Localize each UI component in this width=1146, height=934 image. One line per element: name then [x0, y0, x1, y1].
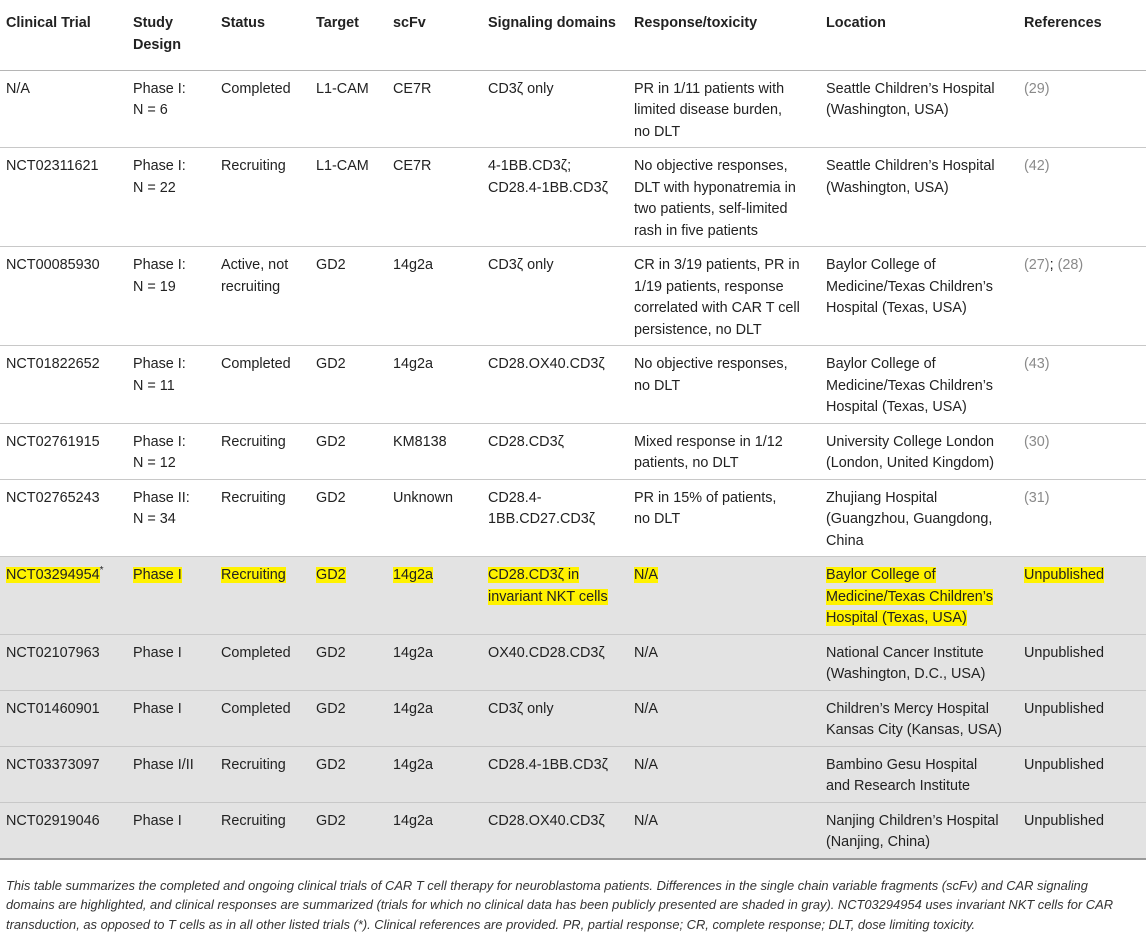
cell-location — [820, 479, 1018, 557]
cell-text-line: Phase I — [133, 645, 182, 661]
cell-response-toxicity — [628, 479, 820, 557]
cell-references — [1018, 690, 1146, 746]
cell-text-line: Completed — [221, 645, 291, 661]
cell-text: KM8138 — [393, 434, 447, 450]
cell-study-design — [127, 247, 215, 346]
cell-text-line: No objective responses, — [634, 158, 788, 174]
cell-text-line: N/A — [634, 567, 658, 583]
cell-response-toxicity — [628, 346, 820, 424]
cell-text-line: DLT with hyponatremia in — [634, 180, 796, 196]
cell-signaling-domains — [482, 479, 628, 557]
cell-text: GD2 — [316, 757, 346, 773]
table-row — [0, 148, 1146, 247]
cell-text-line: (Guangzhou, Guangdong, — [826, 511, 992, 527]
cell-response-toxicity — [628, 557, 820, 635]
cell-text-line: CD28.4-1BB.CD3ζ — [488, 180, 608, 196]
cell-text-line: (Nanjing, China) — [826, 834, 930, 850]
cell-study-design — [127, 70, 215, 148]
cell-signaling-domains — [482, 802, 628, 859]
cell-clinical-trial — [0, 634, 127, 690]
cell-clinical-trial — [0, 148, 127, 247]
cell-signaling-domains — [482, 690, 628, 746]
cell-references — [1018, 557, 1146, 635]
cell-text-line: CD28.CD3ζ in — [488, 567, 579, 583]
table-row — [0, 634, 1146, 690]
cell-target — [310, 423, 387, 479]
cell-text: NCT02311621 — [6, 158, 99, 174]
cell-text-line: two patients, self-limited — [634, 201, 788, 217]
header-signaling-domains: Signaling domains — [482, 0, 628, 70]
cell-text-line: Hospital (Texas, USA) — [826, 610, 967, 626]
reference-link[interactable]: (28) — [1058, 257, 1084, 273]
cell-response-toxicity — [628, 690, 820, 746]
cell-study-design — [127, 557, 215, 635]
cell-text: GD2 — [316, 701, 346, 717]
reference-link[interactable]: (27) — [1024, 257, 1050, 273]
cell-text: GD2 — [316, 434, 346, 450]
cell-text-line: N/A — [634, 701, 658, 717]
cell-text-line: Baylor College of — [826, 257, 936, 273]
cell-references — [1018, 634, 1146, 690]
cell-study-design — [127, 746, 215, 802]
cell-status — [215, 634, 310, 690]
cell-clinical-trial — [0, 557, 127, 635]
cell-scfv — [387, 148, 482, 247]
cell-text: GD2 — [316, 645, 346, 661]
cell-target — [310, 247, 387, 346]
header-status: Status — [215, 0, 310, 70]
cell-text-line: Baylor College of — [826, 567, 936, 583]
cell-signaling-domains — [482, 346, 628, 424]
cell-text-line: CD3ζ only — [488, 81, 554, 97]
reference-text: Unpublished — [1024, 567, 1104, 583]
cell-text: L1-CAM — [316, 81, 369, 97]
cell-clinical-trial — [0, 346, 127, 424]
cell-text: 14g2a — [393, 645, 433, 661]
cell-signaling-domains — [482, 247, 628, 346]
cell-text: 14g2a — [393, 257, 433, 273]
cell-text: GD2 — [316, 356, 346, 372]
cell-text-line: Medicine/Texas Children’s — [826, 378, 993, 394]
cell-text-line: Phase II: — [133, 490, 190, 506]
cell-text-line: N = 12 — [133, 455, 176, 471]
cell-text-line: Completed — [221, 81, 291, 97]
cell-study-design — [127, 346, 215, 424]
cell-target — [310, 634, 387, 690]
cell-text-line: Nanjing Children’s Hospital — [826, 813, 999, 829]
cell-text: 14g2a — [393, 567, 433, 583]
cell-text-line: Phase I: — [133, 158, 186, 174]
cell-text-line: CD28.CD3ζ — [488, 434, 564, 450]
cell-target — [310, 746, 387, 802]
cell-response-toxicity — [628, 746, 820, 802]
cell-text-line: Phase I/II — [133, 757, 194, 773]
reference-link[interactable]: (43) — [1024, 356, 1050, 372]
cell-text: NCT02761915 — [6, 434, 100, 450]
table-row — [0, 346, 1146, 424]
cell-text-line: Hospital (Texas, USA) — [826, 300, 967, 316]
cell-target — [310, 479, 387, 557]
cell-text: NCT02765243 — [6, 490, 100, 506]
cell-clinical-trial — [0, 70, 127, 148]
cell-text: 14g2a — [393, 813, 433, 829]
cell-status — [215, 70, 310, 148]
cell-location — [820, 148, 1018, 247]
cell-text-line: CD28.4- — [488, 490, 542, 506]
cell-text-line: Bambino Gesu Hospital — [826, 757, 977, 773]
header-study-design: Study Design — [127, 0, 215, 70]
cell-text-line: Recruiting — [221, 490, 286, 506]
cell-signaling-domains — [482, 70, 628, 148]
cell-text-line: Phase I: — [133, 81, 186, 97]
cell-text: N/A — [6, 81, 30, 97]
reference-text: Unpublished — [1024, 757, 1104, 773]
cell-text-line: Seattle Children’s Hospital — [826, 158, 995, 174]
cell-text: L1-CAM — [316, 158, 369, 174]
cell-text-line: Phase I: — [133, 434, 186, 450]
cell-text-line: N/A — [634, 757, 658, 773]
reference-link[interactable]: (42) — [1024, 158, 1050, 174]
table-row — [0, 690, 1146, 746]
cell-signaling-domains — [482, 634, 628, 690]
cell-text-line: PR in 15% of patients, — [634, 490, 776, 506]
cell-location — [820, 247, 1018, 346]
cell-text-line: (London, United Kingdom) — [826, 455, 994, 471]
cell-location — [820, 557, 1018, 635]
cell-signaling-domains — [482, 557, 628, 635]
cell-status — [215, 423, 310, 479]
cell-references — [1018, 423, 1146, 479]
cell-text: 14g2a — [393, 757, 433, 773]
cell-scfv — [387, 423, 482, 479]
cell-scfv — [387, 346, 482, 424]
cell-text-line: CD28.4-1BB.CD3ζ — [488, 757, 608, 773]
cell-text: CE7R — [393, 81, 431, 97]
cell-references — [1018, 70, 1146, 148]
cell-status — [215, 557, 310, 635]
cell-study-design — [127, 423, 215, 479]
cell-text-line: Recruiting — [221, 757, 286, 773]
cell-signaling-domains — [482, 148, 628, 247]
cell-text-line: University College London — [826, 434, 994, 450]
header-scfv: scFv — [387, 0, 482, 70]
cell-text-line: Zhujiang Hospital — [826, 490, 937, 506]
cell-target — [310, 70, 387, 148]
cell-target — [310, 346, 387, 424]
cell-text: NCT03294954 — [6, 567, 100, 583]
cell-text-line: no DLT — [634, 378, 680, 394]
cell-scfv — [387, 557, 482, 635]
trial-asterisk-mark: * — [100, 565, 104, 576]
cell-text-line: National Cancer Institute — [826, 645, 984, 661]
cell-text-line: Phase I — [133, 701, 182, 717]
cell-text-line: N = 19 — [133, 279, 176, 295]
cell-text-line: Mixed response in 1/12 — [634, 434, 783, 450]
cell-target — [310, 557, 387, 635]
cell-text-line: Phase I: — [133, 257, 186, 273]
cell-text-line: PR in 1/11 patients with — [634, 81, 784, 97]
cell-references — [1018, 247, 1146, 346]
reference-link[interactable]: (30) — [1024, 434, 1050, 450]
cell-text-line: N/A — [634, 813, 658, 829]
header-target: Target — [310, 0, 387, 70]
reference-link[interactable]: (31) — [1024, 490, 1050, 506]
cell-text-line: Active, not — [221, 257, 288, 273]
cell-text-line: Baylor College of — [826, 356, 936, 372]
cell-status — [215, 690, 310, 746]
cell-text: 14g2a — [393, 701, 433, 717]
cell-text-line: Completed — [221, 356, 291, 372]
cell-text-line: invariant NKT cells — [488, 589, 608, 605]
cell-text-line: N = 22 — [133, 180, 176, 196]
cell-status — [215, 802, 310, 859]
cell-text-line: CR in 3/19 patients, PR in — [634, 257, 800, 273]
cell-text-line: persistence, no DLT — [634, 322, 762, 338]
cell-references — [1018, 746, 1146, 802]
cell-response-toxicity — [628, 247, 820, 346]
cell-text-line: (Washington, USA) — [826, 180, 949, 196]
cell-clinical-trial — [0, 423, 127, 479]
cell-text-line: N = 11 — [133, 378, 175, 394]
cell-study-design — [127, 479, 215, 557]
cell-status — [215, 247, 310, 346]
cell-text-line: Children’s Mercy Hospital — [826, 701, 989, 717]
reference-text: Unpublished — [1024, 813, 1104, 829]
cell-text-line: Recruiting — [221, 567, 286, 583]
table-header-row — [0, 0, 1146, 70]
cell-clinical-trial — [0, 479, 127, 557]
cell-text-line: correlated with CAR T cell — [634, 300, 800, 316]
cell-text: NCT03373097 — [6, 757, 100, 773]
cell-status — [215, 746, 310, 802]
cell-text: NCT01460901 — [6, 701, 100, 717]
cell-clinical-trial — [0, 746, 127, 802]
cell-status — [215, 479, 310, 557]
cell-clinical-trial — [0, 690, 127, 746]
cell-scfv — [387, 70, 482, 148]
cell-response-toxicity — [628, 634, 820, 690]
reference-text: Unpublished — [1024, 645, 1104, 661]
cell-text: 14g2a — [393, 356, 433, 372]
cell-references — [1018, 346, 1146, 424]
cell-text: GD2 — [316, 567, 346, 583]
cell-scfv — [387, 690, 482, 746]
table-body — [0, 70, 1146, 859]
cell-study-design — [127, 690, 215, 746]
cell-text-line: CD3ζ only — [488, 257, 554, 273]
cell-text-line: Recruiting — [221, 158, 286, 174]
cell-location — [820, 634, 1018, 690]
cell-study-design — [127, 148, 215, 247]
cell-text-line: Phase I — [133, 813, 182, 829]
table-row — [0, 479, 1146, 557]
cell-text-line: Hospital (Texas, USA) — [826, 399, 967, 415]
table-footnote: This table summarizes the completed and ongoing clinical trials of CAR T cell therapy for neuroblastoma patients. Differences in the single chain variable fragments (scFv) and CAR signaling domains are highlighted, and clinical responses are summarized (trials for which no clinical data has been publicly presented are shaded in gray). NCT03294954 uses invariant NKT cells for CAR transduction, as opposed to T cells as in all other listed trials (*). Clinical references are provided. PR, partial response; CR, complete response; DLT, dose limiting toxicity. — [0, 876, 1140, 934]
cell-text-line: no DLT — [634, 511, 680, 527]
cell-text-line: Phase I — [133, 567, 182, 583]
cell-text-line: Recruiting — [221, 434, 286, 450]
cell-text: NCT00085930 — [6, 257, 100, 273]
cell-text: CE7R — [393, 158, 431, 174]
cell-location — [820, 690, 1018, 746]
cell-references — [1018, 802, 1146, 859]
cell-text: GD2 — [316, 490, 346, 506]
cell-text-line: patients, no DLT — [634, 455, 739, 471]
cell-response-toxicity — [628, 423, 820, 479]
table-row — [0, 746, 1146, 802]
cell-scfv — [387, 247, 482, 346]
header-clinical-trial: Clinical Trial — [0, 0, 127, 70]
cell-text-line: Phase I: — [133, 356, 186, 372]
cell-text-line: (Washington, D.C., USA) — [826, 666, 985, 682]
cell-location — [820, 70, 1018, 148]
cell-text: GD2 — [316, 257, 346, 273]
cell-text: NCT02107963 — [6, 645, 100, 661]
cell-text-line: N/A — [634, 645, 658, 661]
cell-text-line: Recruiting — [221, 813, 286, 829]
header-location: Location — [820, 0, 1018, 70]
cell-references — [1018, 479, 1146, 557]
cell-text: NCT01822652 — [6, 356, 100, 372]
cell-text-line: limited disease burden, — [634, 102, 782, 118]
cell-status — [215, 346, 310, 424]
cell-text-line: CD28.OX40.CD3ζ — [488, 813, 605, 829]
cell-text-line: No objective responses, — [634, 356, 788, 372]
header-response-toxicity: Response/toxicity — [628, 0, 820, 70]
table-row — [0, 423, 1146, 479]
table-row — [0, 557, 1146, 635]
cell-text-line: OX40.CD28.CD3ζ — [488, 645, 605, 661]
cell-scfv — [387, 634, 482, 690]
cell-text-line: N = 6 — [133, 102, 168, 118]
cell-study-design — [127, 802, 215, 859]
cell-target — [310, 802, 387, 859]
cell-text-line: 4-1BB.CD3ζ; — [488, 158, 571, 174]
cell-text-line: 1BB.CD27.CD3ζ — [488, 511, 595, 527]
cell-target — [310, 148, 387, 247]
cell-text: Unknown — [393, 490, 453, 506]
cell-location — [820, 346, 1018, 424]
cell-response-toxicity — [628, 70, 820, 148]
cell-target — [310, 690, 387, 746]
cell-text-line: rash in five patients — [634, 223, 758, 239]
reference-text: ; — [1050, 257, 1058, 273]
cell-scfv — [387, 479, 482, 557]
cell-text-line: 1/19 patients, response — [634, 279, 784, 295]
cell-text-line: Medicine/Texas Children’s — [826, 589, 993, 605]
cell-text-line: N = 34 — [133, 511, 176, 527]
cell-text-line: Medicine/Texas Children’s — [826, 279, 993, 295]
cell-text-line: CD3ζ only — [488, 701, 554, 717]
cell-location — [820, 746, 1018, 802]
cell-clinical-trial — [0, 802, 127, 859]
cell-location — [820, 423, 1018, 479]
cell-study-design — [127, 634, 215, 690]
cell-text-line: Seattle Children’s Hospital — [826, 81, 995, 97]
cell-scfv — [387, 802, 482, 859]
cell-text-line: and Research Institute — [826, 778, 970, 794]
cell-text-line: recruiting — [221, 279, 280, 295]
cell-text: NCT02919046 — [6, 813, 100, 829]
table-row — [0, 247, 1146, 346]
reference-link[interactable]: (29) — [1024, 81, 1050, 97]
cell-signaling-domains — [482, 746, 628, 802]
table-row — [0, 802, 1146, 859]
cell-scfv — [387, 746, 482, 802]
reference-text: Unpublished — [1024, 701, 1104, 717]
header-references: References — [1018, 0, 1146, 70]
cell-clinical-trial — [0, 247, 127, 346]
cell-text-line: (Washington, USA) — [826, 102, 949, 118]
cell-text-line: China — [826, 533, 864, 549]
cell-text-line: CD28.OX40.CD3ζ — [488, 356, 605, 372]
cell-references — [1018, 148, 1146, 247]
cell-text: GD2 — [316, 813, 346, 829]
cell-response-toxicity — [628, 802, 820, 859]
cell-text-line: no DLT — [634, 124, 680, 140]
cell-text-line: Completed — [221, 701, 291, 717]
cell-response-toxicity — [628, 148, 820, 247]
cell-signaling-domains — [482, 423, 628, 479]
cell-status — [215, 148, 310, 247]
cell-text-line: Kansas City (Kansas, USA) — [826, 722, 1002, 738]
cell-location — [820, 802, 1018, 859]
table-row — [0, 70, 1146, 148]
